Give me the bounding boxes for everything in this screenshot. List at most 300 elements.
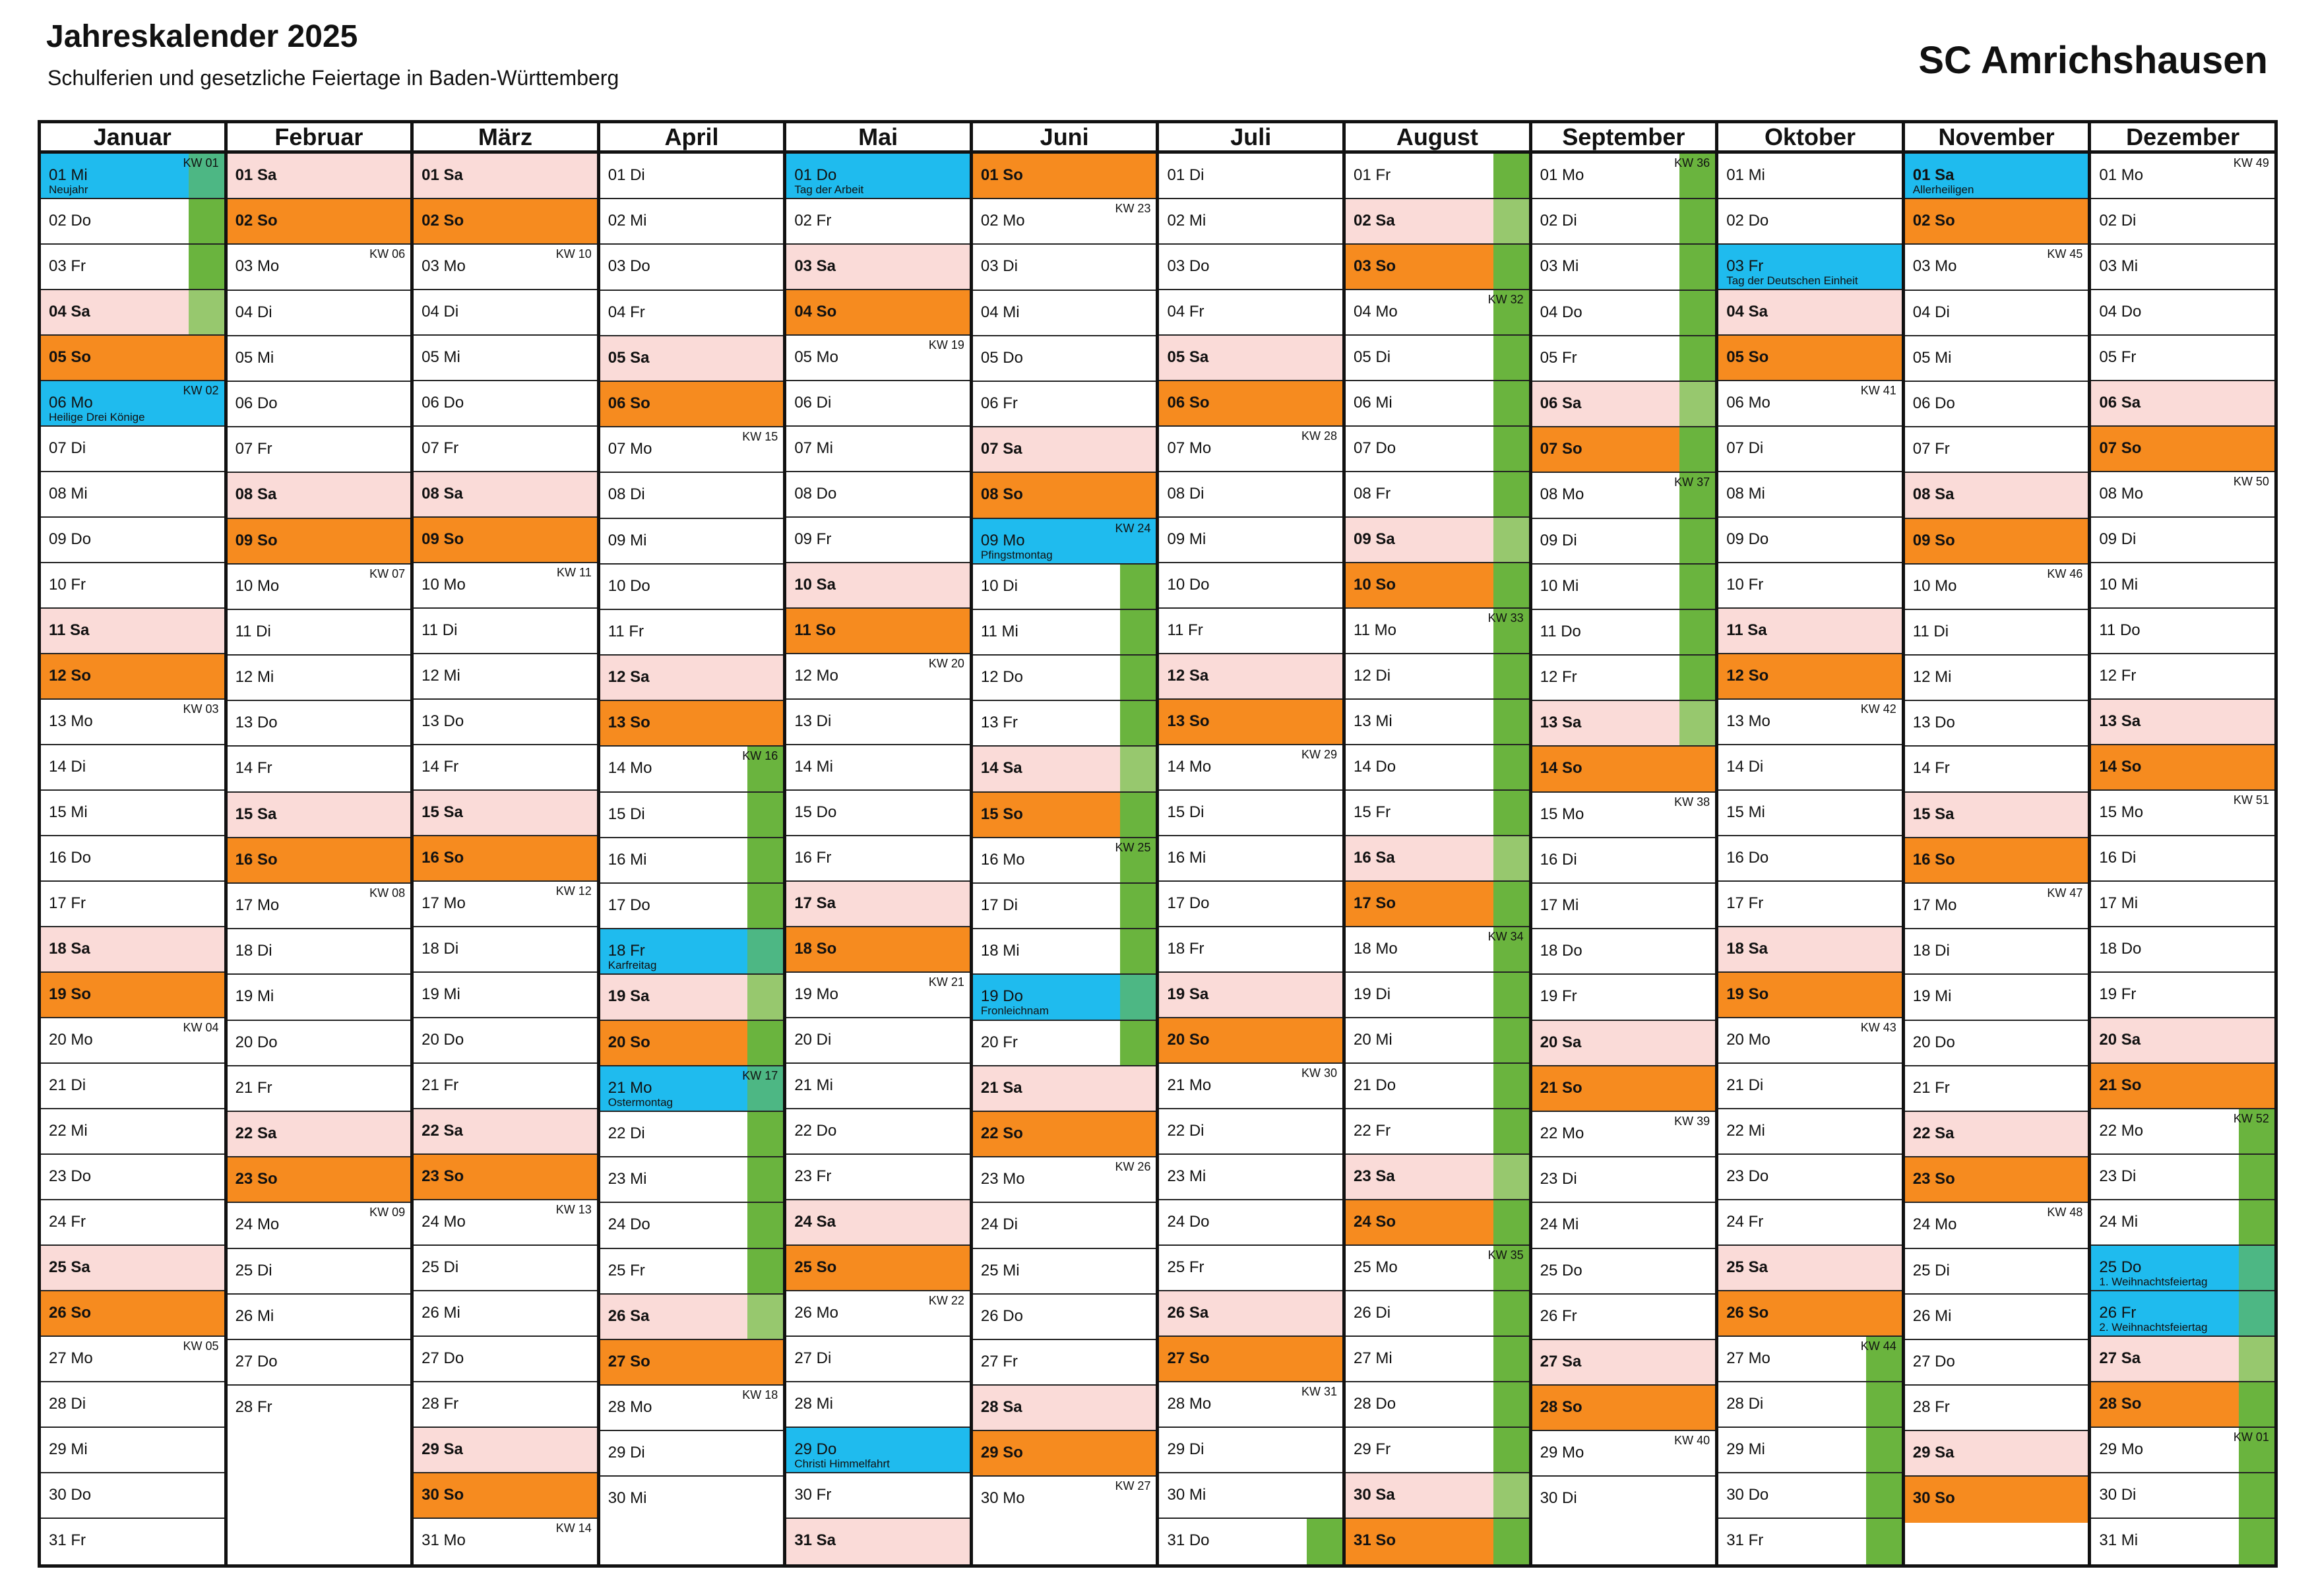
day-cell [1532,382,1716,427]
day-cell [1346,1064,1529,1109]
day-label: 09 So [235,531,278,549]
day-cell [1159,1519,1342,1564]
day-label: 30 Mo [980,1489,1025,1508]
week-number: KW 43 [1860,1021,1896,1034]
day-cell [786,472,970,518]
day-cell [786,290,970,336]
day-cell [1718,1018,1902,1064]
day-label: 19 Fr [2099,985,2137,1003]
day-label: 31 So [1354,1531,1396,1549]
week-number: KW 17 [742,1068,778,1082]
month-column-7 [1342,123,1529,1564]
week-number: KW 45 [2047,247,2083,261]
day-cell [973,154,1156,199]
day-cell [786,1291,970,1337]
day-cell [41,199,224,245]
day-label: 03 Mo [1912,257,1957,276]
day-cell [1532,565,1716,610]
day-cell [1532,336,1716,382]
day-cell [973,747,1156,792]
vacation-band [747,1295,783,1339]
day-label: 26 Mi [235,1306,274,1325]
day-cell [1159,700,1342,745]
day-label: 14 So [2099,758,2142,776]
day-cell [414,1109,597,1155]
day-cell [600,701,784,747]
vacation-band [1493,1428,1529,1472]
day-label: 17 Fr [1726,894,1764,912]
day-cell [228,1021,411,1066]
day-label: 14 Di [1726,758,1764,776]
day-cell [600,245,784,290]
day-label: 14 Do [1354,758,1396,776]
day-label: 05 Fr [1540,348,1577,367]
day-cell [414,427,597,472]
vacation-band [1493,700,1529,744]
day-cell [1718,336,1902,381]
day-cell [1159,1064,1342,1109]
day-label: 13 Mo [1726,712,1770,730]
day-label: 29 Fr [1354,1440,1391,1458]
day-label: 31 Do [1167,1531,1210,1549]
vacation-band [1493,245,1529,289]
day-label: 29 Do [794,1440,837,1458]
day-label: 25 Di [422,1258,459,1276]
day-cell [1159,1109,1342,1155]
day-label: 29 So [980,1444,1023,1462]
day-label: 04 So [794,303,837,321]
day-label: 22 Sa [1912,1124,1954,1142]
day-label: 09 Sa [1354,530,1395,548]
day-cell [1532,929,1716,975]
week-number: KW 02 [183,384,219,397]
day-cell [786,518,970,563]
day-cell [600,519,784,565]
day-cell [2091,700,2274,745]
day-label: 28 Mi [794,1395,833,1413]
day-label: 08 Mi [1726,485,1765,503]
day-cell [1532,245,1716,290]
day-label: 03 Mi [1540,257,1579,276]
day-cell [973,1066,1156,1112]
day-label: 12 Mi [235,668,274,687]
day-cell [41,1337,224,1382]
day-cell [1159,1337,1342,1382]
vacation-band [1493,973,1529,1017]
day-cell [1905,656,2088,701]
day-cell [973,1477,1156,1522]
day-cell [1532,1203,1716,1248]
day-cell [228,291,411,336]
week-number: KW 07 [369,567,406,580]
day-label: 30 Sa [1354,1486,1395,1504]
day-label: 12 Do [980,668,1023,687]
day-label: 16 Do [1726,849,1769,867]
day-label: 17 Mo [422,894,466,912]
day-label: 03 Do [1167,257,1210,275]
day-cell [600,473,784,518]
day-cell [1159,472,1342,518]
holiday-name: Ostermontag [608,1095,673,1109]
day-label: 23 Mo [980,1170,1025,1188]
day-cell [1159,836,1342,882]
day-label: 13 Di [794,712,832,730]
day-label: 04 Fr [608,303,645,321]
day-cell [414,836,597,882]
month-header: August [1346,123,1529,154]
vacation-band [747,1157,783,1202]
day-label: 28 Fr [422,1395,459,1413]
day-cell [41,1018,224,1064]
day-label: 07 Do [1354,439,1396,457]
day-label: 15 Mi [49,803,88,821]
day-label: 18 Sa [1726,940,1768,958]
day-cell [228,838,411,884]
day-cell [228,701,411,747]
day-label: 19 Di [1354,985,1391,1003]
day-cell [600,1386,784,1431]
day-cell [786,1246,970,1291]
month-column-11 [2088,123,2274,1564]
day-label: 19 Do [980,987,1023,1006]
day-cell [1159,381,1342,427]
day-cell [1346,609,1529,654]
day-cell [600,1066,784,1112]
day-cell [1718,791,1902,836]
day-cell [973,291,1156,336]
vacation-band [1493,791,1529,835]
vacation-band [1493,745,1529,789]
day-cell [1718,1337,1902,1382]
day-cell [1532,1386,1716,1431]
day-label: 26 Fr [2099,1304,2137,1322]
vacation-band [2239,1519,2274,1564]
day-label: 23 Do [49,1167,92,1185]
day-cell [228,519,411,565]
day-cell [41,609,224,654]
day-cell [2091,1291,2274,1337]
day-cell [1346,1473,1529,1519]
page-title: Jahreskalender 2025 [46,19,358,54]
day-cell [1346,199,1529,245]
week-number: KW 35 [1487,1248,1524,1262]
month-header: Dezember [2091,123,2274,154]
day-cell [2091,336,2274,381]
vacation-band [189,290,224,334]
day-label: 15 Di [1167,803,1204,821]
day-label: 09 Mi [608,531,647,549]
day-cell [1718,1109,1902,1155]
day-cell [41,1382,224,1428]
day-cell [1905,154,2088,199]
vacation-band [1493,199,1529,243]
day-label: 25 Di [1912,1261,1950,1279]
month-header: April [600,123,784,154]
day-label: 12 Fr [2099,667,2137,685]
day-cell [1905,884,2088,929]
day-label: 19 Mo [794,985,839,1003]
day-label: 11 Mi [980,622,1018,640]
vacation-band [1493,427,1529,471]
day-label: 04 Sa [49,303,90,321]
day-label: 05 Di [1354,348,1391,366]
week-number: KW 12 [555,884,592,898]
month-column-8 [1529,123,1716,1564]
day-cell [1346,1018,1529,1064]
day-cell [1718,427,1902,472]
day-cell [973,838,1156,884]
day-label: 22 Di [1167,1122,1204,1140]
day-label: 20 Mo [1726,1031,1770,1049]
week-number: KW 47 [2047,886,2083,900]
day-label: 13 Sa [2099,712,2141,730]
day-label: 27 Sa [1540,1352,1582,1370]
day-label: 01 Mi [49,166,88,184]
day-cell [1905,1112,2088,1157]
day-label: 14 Fr [235,759,272,778]
day-label: 08 Sa [235,485,277,504]
vacation-band [1120,975,1156,1019]
day-label: 19 So [49,985,92,1003]
day-cell [1532,1340,1716,1386]
day-cell [600,1340,784,1386]
day-label: 25 Do [1540,1261,1582,1279]
vacation-band [2239,1155,2274,1199]
vacation-band [1866,1473,1902,1518]
day-cell [1905,838,2088,884]
vacation-band [1493,1337,1529,1381]
vacation-band [1679,382,1715,426]
month-header: Februar [228,123,411,154]
day-label: 03 Mo [235,257,280,276]
day-label: 11 Do [2099,621,2141,639]
day-cell [600,929,784,975]
day-cell [1905,199,2088,245]
day-label: 01 Do [794,166,837,184]
day-cell [1346,836,1529,882]
week-number: KW 25 [1115,840,1151,854]
day-label: 22 Mi [49,1122,88,1140]
day-label: 26 So [49,1304,92,1322]
day-label: 19 So [1726,985,1769,1003]
week-number: KW 32 [1487,293,1524,306]
day-cell [600,1249,784,1295]
day-cell [1718,927,1902,973]
day-cell [1532,291,1716,336]
day-cell [600,975,784,1020]
day-cell [600,1203,784,1248]
day-label: 15 Mi [1726,803,1765,821]
day-cell [1159,427,1342,472]
day-label: 25 Di [235,1261,272,1279]
day-label: 25 Fr [608,1261,645,1279]
day-cell [1159,290,1342,336]
vacation-band [1493,472,1529,516]
day-cell [973,1157,1156,1203]
day-label: 20 Do [235,1033,278,1051]
week-number: KW 18 [742,1388,778,1402]
day-label: 11 Do [1540,622,1581,640]
day-cell [414,700,597,745]
day-label: 01 Mo [1540,166,1584,184]
day-cell [973,610,1156,656]
day-label: 11 Fr [1167,621,1203,639]
day-cell [1905,1431,2088,1477]
day-label: 07 Mo [608,440,652,458]
day-label: 10 Sa [794,576,836,594]
week-number: KW 19 [928,338,964,352]
day-cell [1346,973,1529,1018]
holiday-name: Christi Himmelfahrt [794,1458,890,1470]
day-cell [973,427,1156,473]
day-cell [1346,1109,1529,1155]
day-label: 02 Mi [608,212,647,230]
day-cell [786,882,970,927]
day-label: 25 Mo [1354,1258,1398,1276]
day-label: 22 Mo [1540,1124,1584,1142]
day-cell [41,882,224,927]
day-cell [41,1473,224,1519]
day-cell [41,245,224,290]
day-label: 12 Mi [1912,668,1952,687]
vacation-band [1120,656,1156,700]
day-label: 16 So [1912,850,1955,869]
day-cell [1532,884,1716,929]
day-label: 10 Fr [49,576,86,594]
day-cell [1905,1157,2088,1203]
month-header: Oktober [1718,123,1902,154]
week-number: KW 36 [1674,156,1710,169]
day-label: 24 Fr [1726,1213,1764,1231]
day-cell [228,154,411,199]
vacation-band [1679,336,1715,381]
holiday-name: Pfingstmontag [980,548,1053,561]
day-cell [1532,1431,1716,1477]
week-number: KW 13 [555,1203,592,1216]
week-number: KW 46 [2047,567,2083,580]
day-label: 10 Mi [2099,576,2139,594]
vacation-band [2239,1246,2274,1290]
day-label: 09 So [422,530,464,548]
vacation-band [189,199,224,243]
week-number: KW 29 [1301,748,1338,761]
day-label: 27 So [1167,1349,1210,1367]
day-cell [1532,838,1716,884]
day-cell [1159,1018,1342,1064]
day-label: 30 Mi [1167,1486,1206,1504]
day-label: 01 Di [608,166,645,184]
day-cell [2091,973,2274,1018]
day-label: 08 Fr [1354,485,1391,503]
day-cell [600,565,784,610]
day-cell [1718,1155,1902,1200]
day-cell [2091,1109,2274,1155]
vacation-band [2239,1473,2274,1518]
day-label: 07 Fr [235,440,272,458]
day-cell [1346,654,1529,700]
day-label: 27 Mo [1726,1349,1770,1367]
day-label: 24 Do [1167,1213,1210,1231]
vacation-band [1493,381,1529,425]
day-label: 13 Fr [980,714,1018,732]
club-name: SC Amrichshausen [1918,39,2268,82]
day-cell [414,1473,597,1519]
day-label: 02 Mo [980,212,1025,230]
day-label: 08 Sa [422,485,463,503]
day-label: 02 Fr [794,212,832,230]
day-label: 19 Sa [1167,985,1209,1003]
day-label: 17 Mo [1912,896,1957,914]
day-cell [414,563,597,609]
day-label: 09 Di [2099,530,2137,548]
day-cell [2091,927,2274,973]
day-cell [41,518,224,563]
day-label: 28 Fr [235,1398,272,1417]
week-number: KW 09 [369,1206,406,1219]
day-label: 03 Mi [2099,257,2139,275]
day-label: 14 Sa [980,759,1022,778]
day-label: 11 So [794,621,836,639]
day-cell [1718,472,1902,518]
day-cell [414,1155,597,1200]
day-label: 25 Sa [1726,1258,1768,1276]
day-cell [41,1109,224,1155]
week-number: KW 34 [1487,930,1524,943]
day-label: 15 Di [608,805,645,823]
vacation-band [1120,929,1156,973]
day-label: 25 Do [2099,1258,2142,1276]
day-label: 30 Mi [608,1489,647,1508]
day-label: 13 Mo [49,712,93,730]
day-label: 27 Mo [49,1349,93,1367]
day-label: 12 Mo [794,667,839,685]
vacation-band [747,884,783,928]
day-label: 07 Fr [1912,440,1950,458]
day-cell [1905,245,2088,290]
day-cell [786,1064,970,1109]
day-label: 19 Mi [422,985,460,1003]
vacation-band [1679,610,1715,654]
vacation-band [747,975,783,1019]
day-cell [1159,1200,1342,1246]
day-cell [1718,1382,1902,1428]
day-cell [41,836,224,882]
day-cell [41,700,224,745]
day-cell [786,1428,970,1473]
day-label: 22 Sa [235,1124,277,1142]
day-label: 08 Di [608,485,645,504]
month-column-1 [224,123,411,1564]
day-cell [41,290,224,336]
holiday-name: Tag der Arbeit [794,183,864,196]
day-label: 05 Sa [608,348,650,367]
day-cell [414,1337,597,1382]
day-cell [228,473,411,518]
day-label: 24 Mo [235,1215,280,1234]
day-label: 08 Mo [2099,485,2144,503]
day-cell [1159,973,1342,1018]
day-cell [1346,882,1529,927]
day-cell [1346,1200,1529,1246]
day-label: 06 Sa [1540,394,1582,412]
day-label: 08 Mi [49,485,88,503]
vacation-band [747,1021,783,1065]
day-cell [1905,427,2088,473]
day-cell [1718,1246,1902,1291]
day-label: 29 Sa [1912,1444,1954,1462]
day-label: 12 Di [1354,667,1391,685]
day-cell [228,336,411,382]
